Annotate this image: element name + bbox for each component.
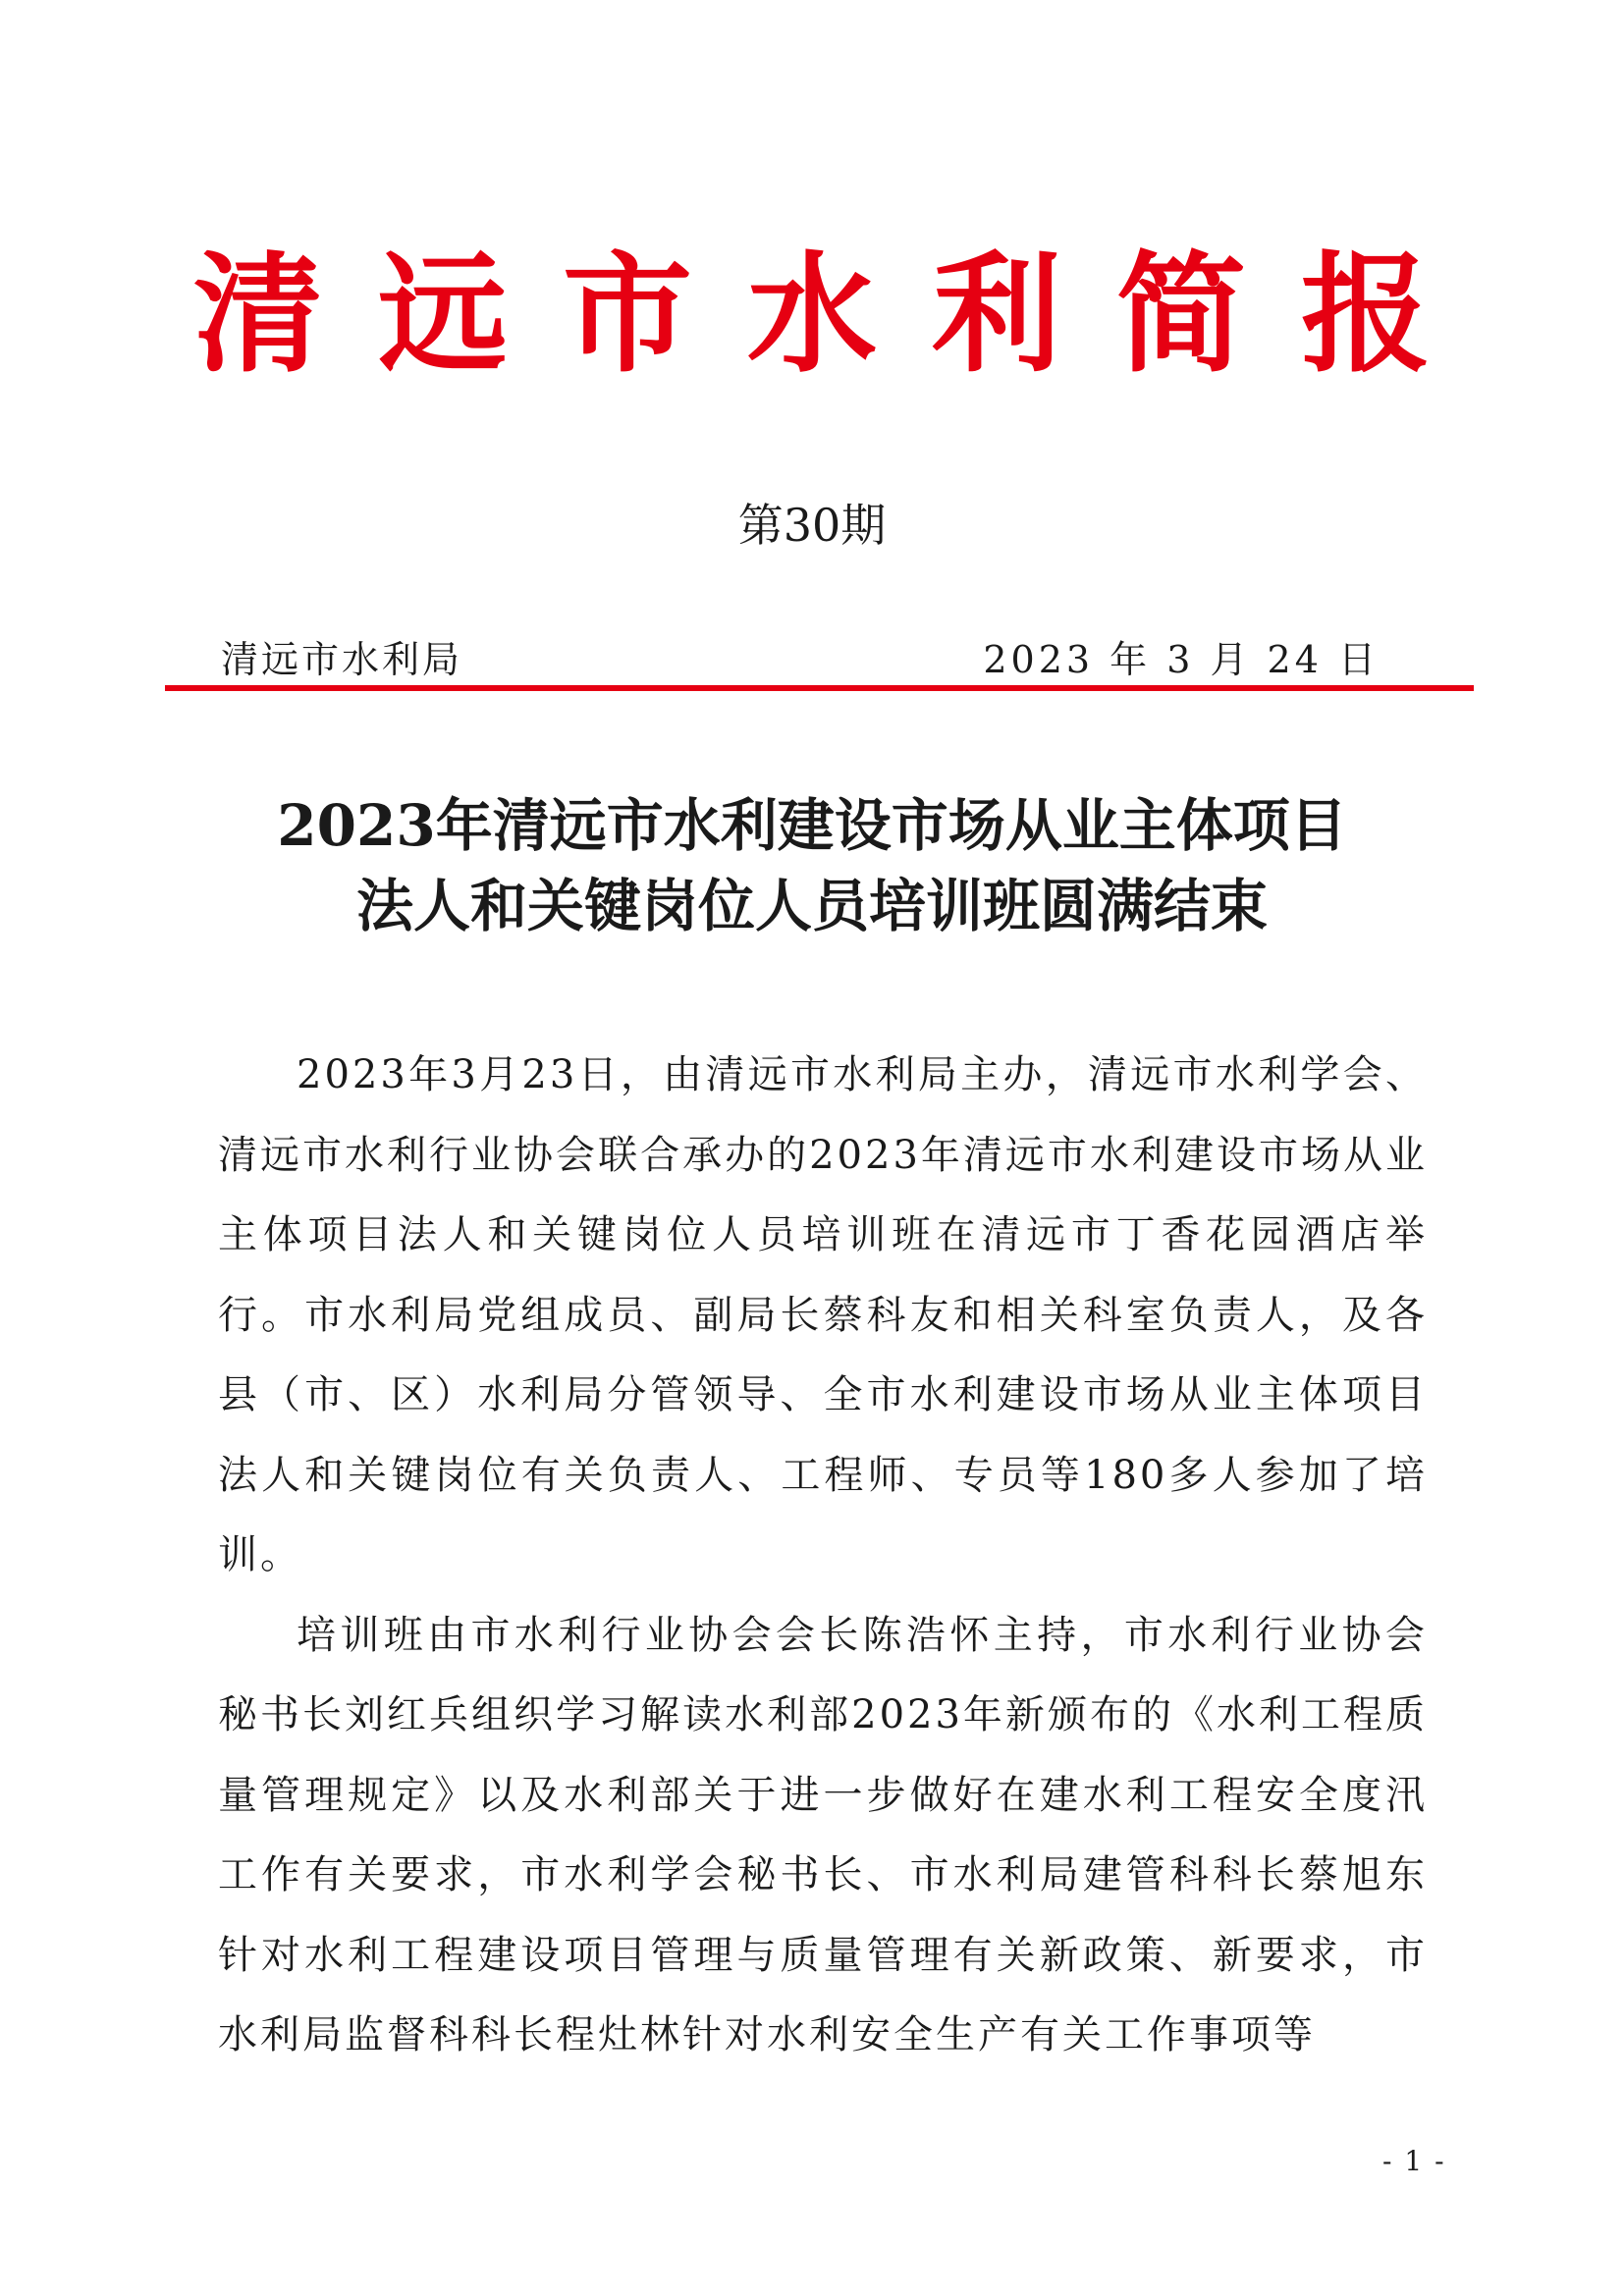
page-number: - 1 -	[1382, 2145, 1446, 2177]
headline-line-2: 法人和关键岗位人员培训班圆满结束	[355, 873, 1268, 939]
article-headline	[157, 785, 1467, 946]
headline-line-1: 2023年清远市水利建设市场从业主体项目	[277, 792, 1347, 859]
article-body	[218, 1036, 1428, 2076]
masthead-title: 清远市水利简报	[193, 239, 1486, 391]
red-divider-rule	[165, 685, 1474, 691]
body-paragraph-1: 2023年3月23日，由清远市水利局主办，清远市水利学会、清远市水利行业协会联合承办的2023年清远市水利建设市场从业主体项目法人和关键岗位人员培训班在清远市丁香花园酒店举行。市水利局党组成员、副局长蔡科友和相关科室负责人，及各县（市、区）水利局分管领导、全市水利建设市场从业主体项目法人和关键岗位有关负责人、工程师、专员等180多人参加了培训。	[218, 1052, 1428, 1577]
publication-date: 2023 年 3 月 24 日	[983, 638, 1380, 681]
body-paragraph-2: 培训班由市水利行业协会会长陈浩怀主持，市水利行业协会秘书长刘红兵组织学习解读水利部2023年新颁布的《水利工程质量管理规定》以及水利部关于进一步做好在建水利工程安全度汛工作有关要求，市水利学会秘书长、市水利局建管科科长蔡旭东针对水利工程建设项目管理与质量管理有关新政策、新要求，市水利局监督科科长程灶林针对水利安全生产有关工作事项等	[218, 1612, 1428, 2057]
publication-meta	[221, 635, 1380, 684]
publisher-name: 清远市水利局	[221, 638, 463, 681]
issue-number: 第30期	[737, 499, 887, 552]
